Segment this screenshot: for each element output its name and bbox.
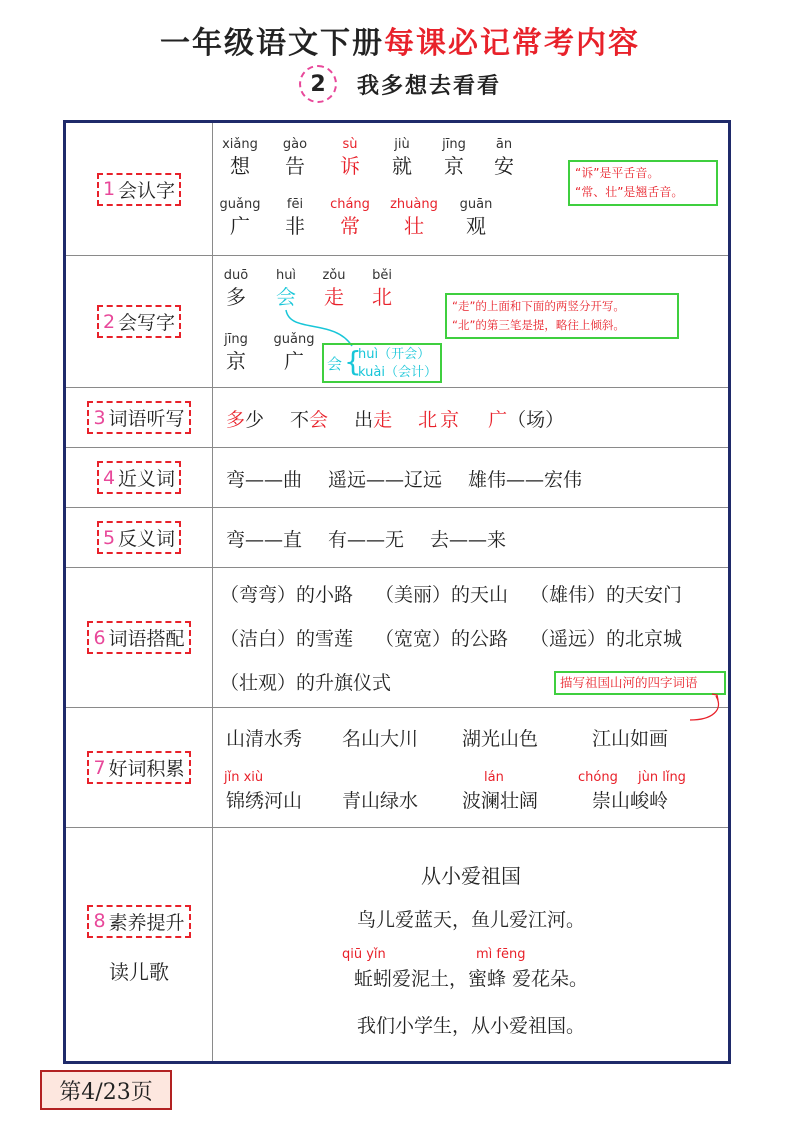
pinyin: chóng xyxy=(578,770,618,785)
good-word: 锦绣河山 xyxy=(226,790,303,812)
title-red: 每课必记常考内容 xyxy=(384,26,640,61)
pinyin: mì fēng xyxy=(476,947,526,962)
section-label xyxy=(97,305,181,338)
synonym-pair: 遥远——辽远 xyxy=(328,469,443,491)
hanzi: 告 xyxy=(285,154,305,178)
collocation: （洁白）的雪莲 xyxy=(220,628,354,650)
lesson-title: 我多想去看看 xyxy=(356,73,501,99)
page-title xyxy=(0,18,800,62)
dictation-word: 北京 xyxy=(418,409,463,431)
section-label xyxy=(97,461,181,494)
dictation-word: 多少 xyxy=(226,409,265,431)
dictation-word: 广（场） xyxy=(488,409,565,431)
row-label-cell xyxy=(66,568,213,707)
pinyin: jīng xyxy=(442,137,466,152)
pinyin: zhuàng xyxy=(390,197,438,212)
four-char-word-note: 描写祖国山河的四字词语 xyxy=(554,671,726,695)
dictation-words xyxy=(226,405,564,432)
hanzi: 常 xyxy=(340,214,360,238)
collocation: （雄伟）的天安门 xyxy=(530,584,683,606)
collocation-line xyxy=(220,624,682,651)
pinyin: duō xyxy=(223,268,249,283)
good-word: 名山大川 xyxy=(342,728,419,750)
hanzi: 广 xyxy=(284,349,304,373)
content-table xyxy=(63,120,731,1064)
collocation: （遥远）的北京城 xyxy=(530,628,683,650)
char-item xyxy=(308,268,360,310)
antonym-pair: 去——来 xyxy=(430,529,507,551)
good-word: 山清水秀 xyxy=(226,728,303,750)
note-arrow xyxy=(684,690,734,740)
section-number: 8 xyxy=(93,910,106,932)
pinyin: běi xyxy=(372,268,392,283)
char-item xyxy=(269,197,321,239)
row-content-cell xyxy=(214,448,728,507)
section-label xyxy=(87,621,190,654)
synonym-pair: 弯——曲 xyxy=(226,469,303,491)
collocation: （宽宽）的公路 xyxy=(375,628,509,650)
section-title: 近义词 xyxy=(118,468,176,490)
row-collocations xyxy=(66,568,728,708)
hanzi: 多 xyxy=(226,285,246,309)
hanzi: 诉 xyxy=(340,154,360,178)
char-item xyxy=(214,137,266,179)
row-content-cell xyxy=(214,568,728,707)
row-content-cell xyxy=(214,123,728,255)
char-item xyxy=(269,137,321,179)
row-synonyms xyxy=(66,448,728,508)
section-number: 5 xyxy=(102,526,116,549)
pinyin: guān xyxy=(459,197,493,212)
hanzi: 京 xyxy=(444,154,464,178)
tongue-position-note xyxy=(568,160,718,206)
char-item xyxy=(428,137,480,179)
collocation: （美丽）的天山 xyxy=(375,584,509,606)
poem-line: 蚯蚓爱泥土，蜜蜂 爱花朵。 xyxy=(353,968,589,990)
section-number: 7 xyxy=(93,756,106,779)
char-item xyxy=(324,197,376,239)
title-black: 一年级语文下册 xyxy=(160,26,384,61)
hanzi: 非 xyxy=(285,214,305,238)
char-item xyxy=(260,268,312,310)
row-label-cell xyxy=(66,256,213,387)
section-title: 词语搭配 xyxy=(108,628,185,650)
pinyin: jīng xyxy=(224,332,248,347)
char-item xyxy=(210,332,262,374)
brace-icon: { xyxy=(344,345,362,378)
poem-title: 从小爱祖国 xyxy=(421,864,521,888)
polyphone-reading: huì（开会） xyxy=(358,347,431,362)
row-label-cell xyxy=(66,448,213,507)
good-word: 江山如画 xyxy=(592,728,669,750)
hanzi: 壮 xyxy=(404,214,424,238)
page-number: 第4/23页 xyxy=(40,1070,172,1110)
row-label-cell xyxy=(66,388,213,447)
collocation: （壮观）的升旗仪式 xyxy=(220,672,392,694)
section-title: 会认字 xyxy=(118,179,176,202)
pinyin: guǎng xyxy=(219,197,261,212)
poem-line: 我们小学生，从小爱祖国。 xyxy=(356,1015,585,1037)
char-item xyxy=(356,268,408,310)
pinyin: guǎng xyxy=(273,332,315,347)
row-content-cell xyxy=(214,828,728,1061)
poem-line: 鸟儿爱蓝天，鱼儿爱江河。 xyxy=(356,909,585,931)
pinyin: lán xyxy=(484,770,504,785)
good-word: 青山绿水 xyxy=(342,790,419,812)
stroke-note xyxy=(445,293,679,339)
pinyin: gào xyxy=(282,137,308,152)
section-number: 3 xyxy=(93,406,106,429)
collocation: （弯弯）的小路 xyxy=(220,584,354,606)
synonym-pairs xyxy=(226,465,582,492)
section-label xyxy=(87,905,190,938)
pinyin: cháng xyxy=(330,197,370,212)
row-antonyms xyxy=(66,508,728,568)
hanzi: 想 xyxy=(230,154,250,178)
lesson-number-badge: 2 xyxy=(299,65,337,103)
hanzi: 走 xyxy=(324,285,344,309)
lesson-heading xyxy=(0,64,800,104)
polyphone-reading: kuài（会计） xyxy=(358,365,437,380)
char-item xyxy=(478,137,530,179)
hanzi: 安 xyxy=(494,154,514,178)
section-label xyxy=(87,751,190,784)
hanzi: 观 xyxy=(466,214,486,238)
row-label-cell xyxy=(66,708,213,827)
section-number: 6 xyxy=(93,626,106,649)
row-good-words xyxy=(66,708,728,828)
section-title: 素养提升 xyxy=(108,911,185,934)
row-content-cell xyxy=(214,708,728,827)
char-item xyxy=(210,268,262,310)
collocation-line xyxy=(220,668,391,695)
section-title: 好词积累 xyxy=(108,758,185,780)
note-line: “走”的上面和下面的两竖分开写。 xyxy=(452,299,625,313)
antonym-pairs xyxy=(226,525,506,552)
note-line: “常、壮”是翘舌音。 xyxy=(575,185,684,199)
sub-label: 读儿歌 xyxy=(109,959,169,984)
row-label-cell xyxy=(66,123,213,255)
section-label xyxy=(97,521,181,554)
collocation-line xyxy=(220,580,682,607)
char-item xyxy=(388,197,440,239)
pinyin: ān xyxy=(495,137,513,152)
section-number: 2 xyxy=(102,310,116,333)
hanzi: 京 xyxy=(226,349,246,373)
note-line: “北”的第三笔是提，略往上倾斜。 xyxy=(452,318,625,332)
pinyin: sù xyxy=(342,137,358,152)
dictation-word: 出走 xyxy=(354,409,393,431)
row-write-chars xyxy=(66,256,728,388)
section-number: 1 xyxy=(102,178,116,200)
section-number: 4 xyxy=(102,466,116,489)
section-title: 会写字 xyxy=(118,312,176,334)
dictation-word: 不会 xyxy=(290,409,329,431)
pinyin: fēi xyxy=(286,197,304,212)
row-content-cell xyxy=(214,256,728,387)
row-dictation xyxy=(66,388,728,448)
row-content-cell xyxy=(214,388,728,447)
good-word: 崇山峻岭 xyxy=(592,790,669,812)
char-item xyxy=(324,137,376,179)
pinyin: qiū yǐn xyxy=(342,947,386,962)
pinyin: xiǎng xyxy=(222,137,258,152)
row-recognize-chars xyxy=(66,123,728,256)
good-word: 湖光山色 xyxy=(462,728,539,750)
pinyin: jiù xyxy=(394,137,410,152)
hanzi: 广 xyxy=(230,214,250,238)
antonym-pair: 有——无 xyxy=(328,529,405,551)
char-item xyxy=(450,197,502,239)
section-title: 词语听写 xyxy=(108,408,185,430)
row-content-cell xyxy=(214,508,728,567)
pinyin: jǐn xiù xyxy=(224,770,264,785)
antonym-pair: 弯——直 xyxy=(226,529,303,551)
pinyin: huì xyxy=(275,268,297,283)
synonym-pair: 雄伟——宏伟 xyxy=(468,469,583,491)
hanzi: 北 xyxy=(372,285,392,309)
section-label xyxy=(87,401,190,434)
pinyin: jùn lǐng xyxy=(638,770,686,785)
row-label-cell xyxy=(66,508,213,567)
note-line: “诉”是平舌音。 xyxy=(575,166,660,180)
polyphone-char: 会 xyxy=(327,355,343,373)
section-title: 反义词 xyxy=(118,528,176,550)
char-item xyxy=(376,137,428,179)
section-label xyxy=(97,173,181,206)
row-label-cell xyxy=(66,828,213,1061)
hanzi: 会 xyxy=(276,285,296,309)
hanzi: 就 xyxy=(392,154,412,178)
polyphone-note xyxy=(322,343,442,383)
pinyin: zǒu xyxy=(322,268,346,283)
char-item xyxy=(214,197,266,239)
good-word: 波澜壮阔 xyxy=(462,790,539,812)
row-literacy xyxy=(66,828,728,1061)
